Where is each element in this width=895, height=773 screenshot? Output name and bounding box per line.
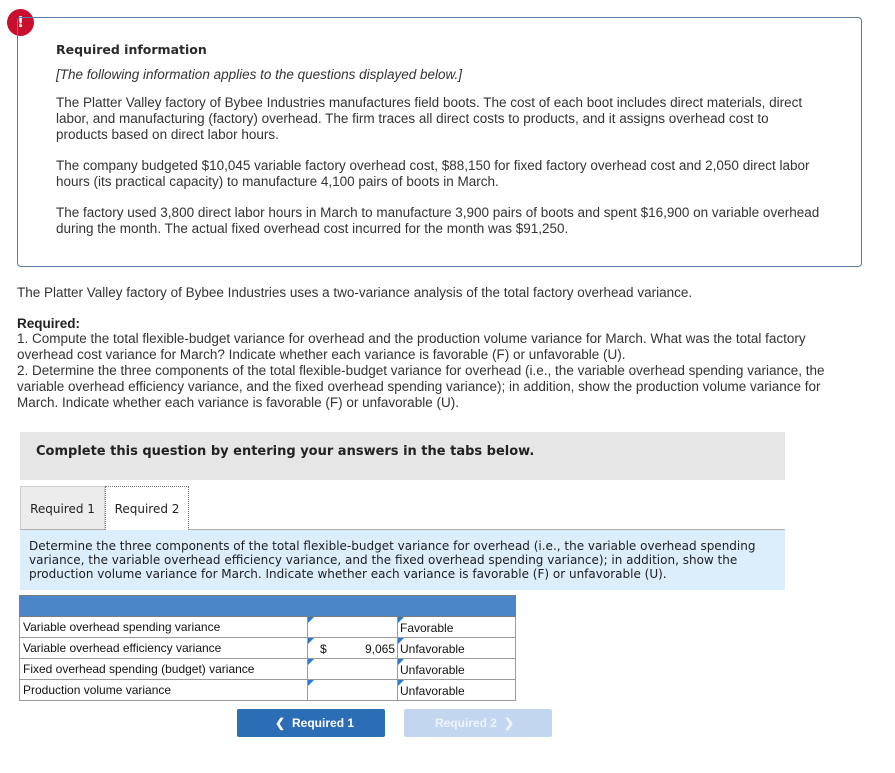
status-select[interactable]: Unfavorable [398, 638, 516, 659]
next-required-2-button[interactable] [404, 709, 552, 737]
variance-table [19, 595, 516, 701]
required-information-box [17, 17, 862, 267]
table-row [20, 638, 516, 659]
tab-instructions: Determine the three components of the total flexible-budget variance for overhead (i.e., the variable overhead spending variance, the variable overhead efficiency variance, and the fixed overhead spending variance); in addition, show the production volume variance for March. Indicate whether each variance is favorable (F) or unfavorable (U). [20, 530, 785, 590]
info-subtitle: [The following information applies to the questions displayed below.] [56, 67, 462, 82]
status-select[interactable]: Unfavorable [398, 659, 516, 680]
table-row [20, 680, 516, 701]
table-header-row [20, 596, 516, 617]
status-select[interactable]: Favorable [398, 617, 516, 638]
requirement-2-text: 2. Determine the three components of the total flexible-budget variance for overhead (i.e., the variable overhead spending variance, the variable overhead efficiency variance, and the fixed overhead spending variance); in addition, show the production volume variance for March. Indicate whether each variance is favorable (F) or unfavorable (U). [17, 363, 825, 410]
input-marker-icon [308, 617, 314, 623]
chevron-right-icon: ❯ [503, 716, 515, 730]
chevron-left-icon: ❮ [274, 716, 286, 730]
exclamation-icon: ! [7, 9, 34, 36]
input-marker-icon [308, 680, 314, 686]
row-label: Variable overhead spending variance [20, 617, 308, 638]
input-marker-icon [308, 659, 314, 665]
status-select[interactable]: Unfavorable [398, 680, 516, 701]
table-row [20, 617, 516, 638]
tab-bar [20, 486, 785, 530]
tab-required-1[interactable]: Required 1 [20, 486, 105, 529]
amount-input[interactable] [308, 680, 398, 701]
question-intro: The Platter Valley factory of Bybee Industries uses a two-variance analysis of the total factory overhead variance. [17, 285, 693, 300]
amount-input[interactable] [308, 659, 398, 680]
row-label: Fixed overhead spending (budget) variance [20, 659, 308, 680]
info-paragraph: The factory used 3,800 direct labor hours in March to manufacture 3,900 pairs of boots and spent $16,900 on variable overhead during the month. The actual fixed overhead cost incurred for the month was $91,250. [56, 205, 820, 236]
tab-required-2[interactable]: Required 2 [105, 486, 189, 530]
question-body [17, 285, 857, 411]
complete-question-banner: Complete this question by entering your answers in the tabs below. [20, 432, 785, 480]
info-paragraph: The company budgeted $10,045 variable factory overhead cost, $88,150 for fixed factory overhead cost and 2,050 direct labor hours (its practical capacity) to manufacture 4,100 pairs of boots in March. [56, 158, 810, 189]
previous-button-label: Required 1 [292, 716, 355, 730]
info-paragraph: The Platter Valley factory of Bybee Industries manufactures field boots. The cost of each boot includes direct materials, direct labor, and manufacturing (factory) overhead. The firm traces all direct costs to products, and it assigns overhead cost to products based on direct labor hours. [56, 95, 803, 142]
table-row [20, 659, 516, 680]
row-label: Production volume variance [20, 680, 308, 701]
required-label: Required: [17, 316, 81, 331]
amount-input[interactable]: $ 9,065 [308, 638, 398, 659]
info-title: Required information [56, 42, 207, 57]
requirement-1-text: 1. Compute the total flexible-budget variance for overhead and the production volume variance for March. What was the total factory overhead cost variance for March? Indicate whether each variance is favorable (F) or unfavorable (U). [17, 331, 806, 362]
amount-input[interactable] [308, 617, 398, 638]
row-label: Variable overhead efficiency variance [20, 638, 308, 659]
next-button-label: Required 2 [434, 716, 497, 730]
input-marker-icon [308, 638, 314, 644]
previous-required-1-button[interactable] [237, 709, 385, 737]
